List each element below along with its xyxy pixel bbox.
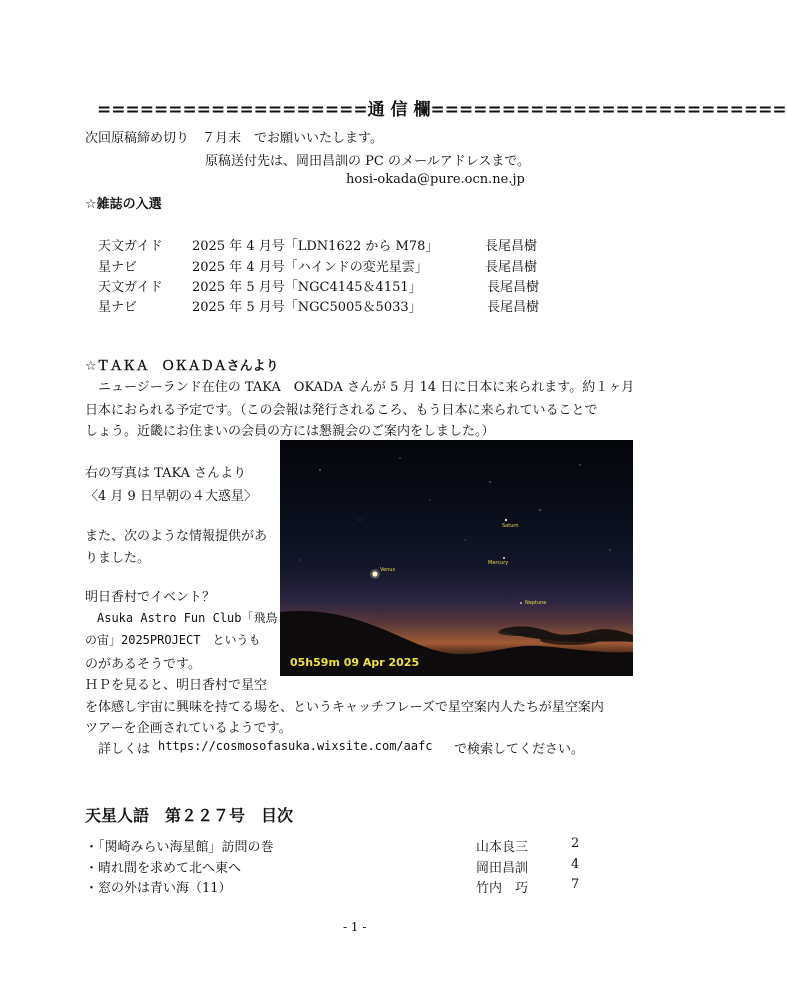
planets-photo [280, 440, 633, 676]
toc-item-page: 2 [571, 836, 580, 851]
contact-email[interactable]: hosi-okada@pure.ocn.ne.jp [346, 172, 525, 187]
toc-item-page: 4 [571, 857, 580, 872]
neptune-label: Neptune [525, 600, 547, 606]
magazine-issue: 2025 年 4 月号「LDN1622 から M78」 [192, 239, 439, 254]
magazine-author: 長尾昌樹 [487, 300, 540, 315]
page-header-title: ===================通 信 欄========================= [97, 100, 787, 120]
magazine-name: 星ナビ [98, 260, 138, 275]
event-line: ツアーを企画されているようです。 [85, 721, 292, 736]
magazine-author: 長尾昌樹 [485, 239, 538, 254]
magazine-author: 長尾昌樹 [487, 280, 540, 295]
deadline-notice: 次回原稿締め切り ７月末 でお願いいたします。 [85, 131, 383, 146]
info-intro-line: りました。 [85, 551, 151, 566]
event-line: ＨＰを見ると、明日香村で星空 [85, 678, 268, 693]
event-heading: 明日香村でイベント？ [85, 590, 216, 605]
mercury-label: Mercury [488, 560, 509, 566]
toc-item-author: 山本良三 [476, 840, 529, 855]
event-url-link[interactable]: https://cosmosofasuka.wixsite.com/aafc [158, 739, 433, 753]
page-number: - 1 - [343, 920, 367, 934]
toc-item-page: 7 [571, 877, 580, 892]
magazine-section-heading: ☆雑誌の入選 [85, 197, 162, 212]
mercury-dot [503, 557, 505, 559]
event-detail-prefix: 詳しくは [85, 742, 151, 757]
photo-caption-date: 〈4 月 9 日早朝の４大惑星〉 [85, 489, 257, 504]
event-line: Asuka Astro Fun Club「飛鳥 [85, 611, 278, 625]
photo-timestamp: 05h59m 09 Apr 2025 [290, 656, 420, 669]
taka-section-heading: ☆ＴＡＫＡ ＯＫＡＤＡさんより [85, 359, 279, 374]
magazine-issue: 2025 年 5 月号「NGC4145＆4151」 [192, 280, 422, 295]
submission-notice: 原稿送付先は、岡田昌訓の PC のメールアドレスまで。 [205, 154, 531, 169]
saturn-dot [505, 519, 507, 521]
toc-heading: 天星人語 第２２７号 目次 [85, 806, 294, 825]
toc-item-author: 岡田昌訓 [476, 861, 529, 876]
venus-label: Venus [380, 567, 396, 573]
magazine-issue: 2025 年 4 月号「ハインドの変光星雲」 [192, 260, 428, 275]
magazine-author: 長尾昌樹 [485, 260, 538, 275]
magazine-name: 星ナビ [98, 300, 138, 315]
event-line: の宙」2025PROJECT というも [85, 633, 261, 647]
toc-item-title: ・窓の外は青い海（11） [85, 881, 232, 896]
toc-item-author: 竹内 巧 [476, 881, 529, 896]
taka-paragraph-line: しょう。近畿にお住まいの会員の方には懇親会のご案内をしました。） [85, 424, 495, 439]
taka-paragraph-line: 日本におられる予定です。（この会報は発行されるころ、もう日本に来られていることで [85, 403, 598, 418]
event-line: のがあるそうです。 [85, 657, 201, 672]
toc-item-title: ・「関崎みらい海星館」訪問の巻 [85, 840, 274, 855]
magazine-issue: 2025 年 5 月号「NGC5005＆5033」 [192, 300, 422, 315]
info-intro-line: また、次のような情報提供があ [85, 529, 268, 544]
neptune-dot [520, 602, 522, 604]
event-line: を体感し宇宙に興味を持てる場を、というキャッチフレーズで星空案内人たちが星空案内 [85, 700, 604, 715]
event-detail-suffix: で検索してください。 [454, 742, 585, 757]
photo-scene [280, 440, 633, 676]
taka-paragraph-line: ニュージーランド在住の TAKA OKADA さんが 5 月 14 日に日本に来られます。約１ヶ月 [85, 380, 635, 395]
toc-item-title: ・晴れ間を求めて北へ東へ [85, 861, 242, 876]
photo-caption: 右の写真は TAKA さんより [85, 466, 247, 481]
magazine-name: 天文ガイド [98, 239, 163, 254]
saturn-label: Saturn [502, 523, 519, 529]
magazine-name: 天文ガイド [98, 280, 163, 295]
